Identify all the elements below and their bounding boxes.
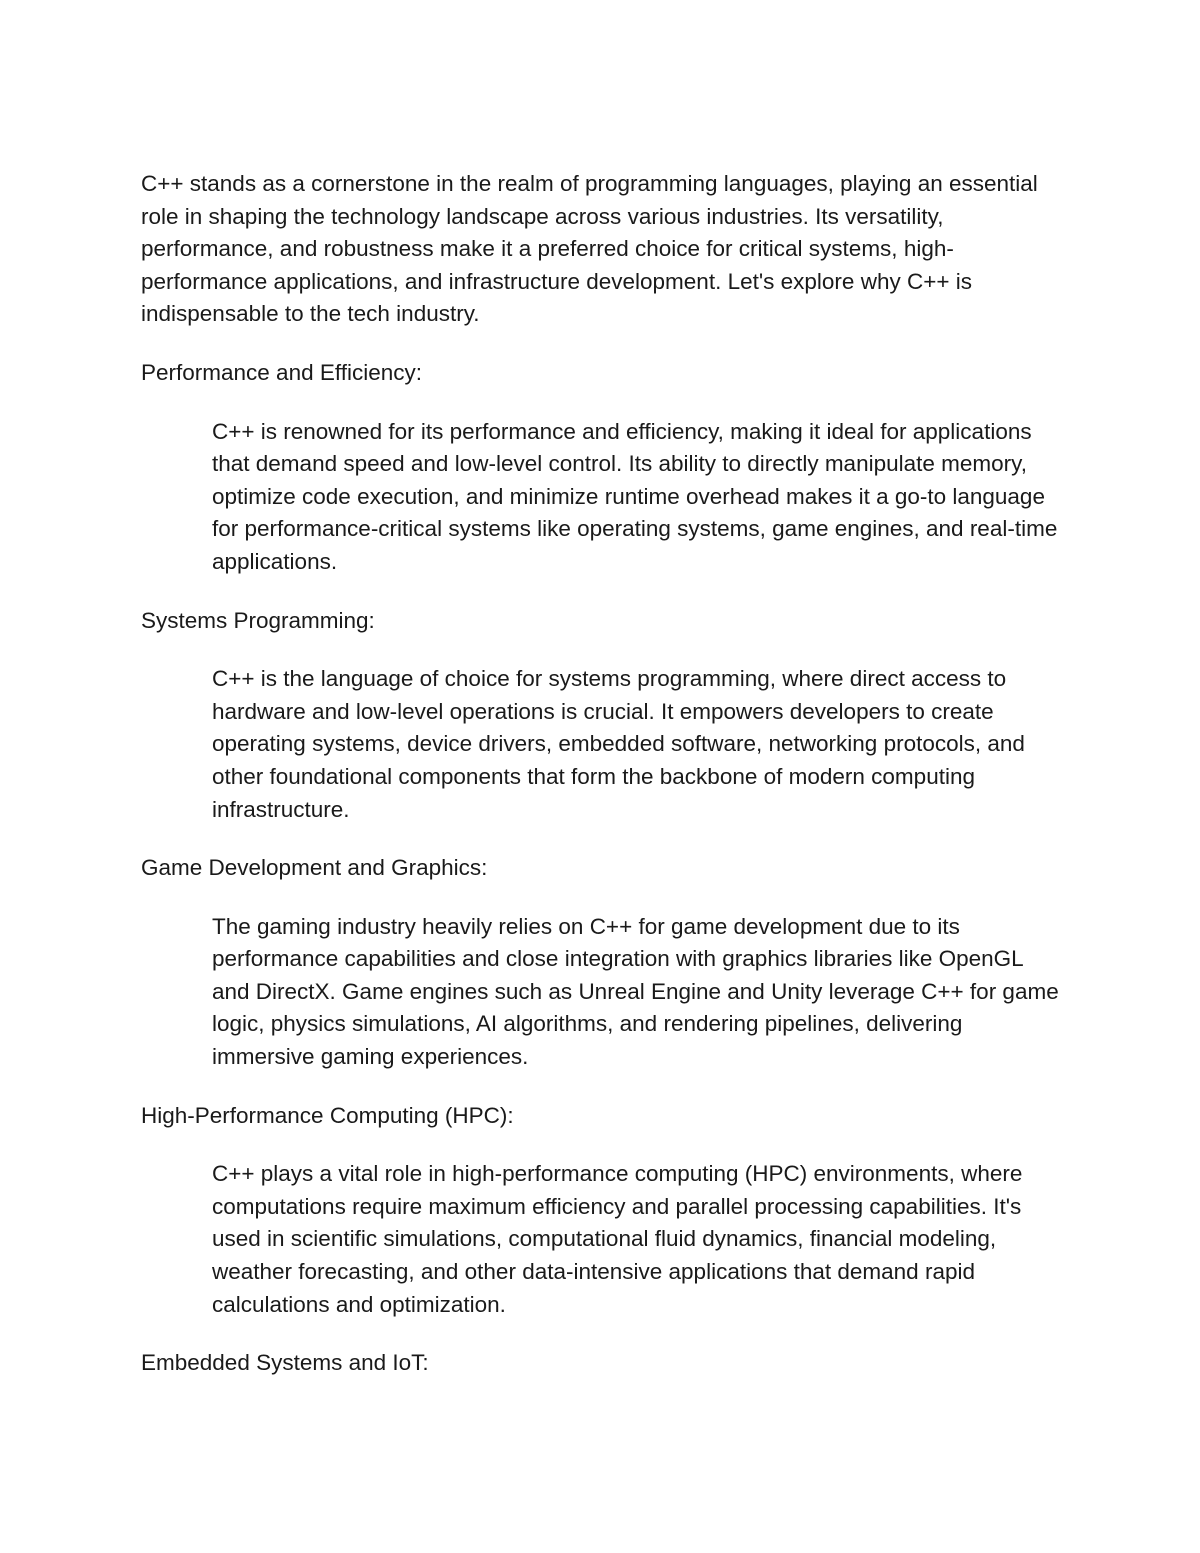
section-heading-hpc: High-Performance Computing (HPC): [141,1102,514,1128]
document-content [141,168,1061,1380]
intro-paragraph: C++ stands as a cornerstone in the realm of programming languages, playing an essential role in shaping the technology landscape across various industries. Its versatility, performance, and robustness make it a preferred choice for critical systems, high-performance applications, and infrastructure development. Let's explore why C++ is indispensable to the tech industry. [141,171,1038,327]
section-heading-embedded-iot: Embedded Systems and IoT: [141,1350,429,1376]
section-body-systems-programming: C++ is the language of choice for systems programming, where direct access to hardware and low-level operations is crucial. It empowers developers to create operating systems, device drivers, embedded software, networking protocols, and other foundational components that form the backbone of modern computing infrastructure. [212,666,1025,822]
section-heading-performance: Performance and Efficiency: [141,359,422,385]
section-body-game-development: The gaming industry heavily relies on C++ for game development due to its performance capabilities and close integration with graphics libraries like OpenGL and DirectX. Game engines such as Unreal Engine and Unity leverage C++ for game logic, physics simulations, AI algorithms, and rendering pipelines, delivering immersive gaming experiences. [212,913,1059,1070]
section-body-performance: C++ is renowned for its performance and efficiency, making it ideal for applications that demand speed and low-level control. Its ability to directly manipulate memory, optimize code execution, and minimize runtime overhead makes it a go-to language for performance-critical systems like operating systems, game engines, and real-time applications. [212,418,1058,574]
section-heading-game-development: Game Development and Graphics: [141,855,488,881]
section-heading-systems-programming: Systems Programming: [141,607,375,633]
section-body-hpc: C++ plays a vital role in high-performance computing (HPC) environments, where computations require maximum efficiency and parallel processing capabilities. It's used in scientific simulations, computational fluid dynamics, financial modeling, weather forecasting, and other data-intensive applications that demand rapid calculations and optimization. [212,1161,1023,1317]
